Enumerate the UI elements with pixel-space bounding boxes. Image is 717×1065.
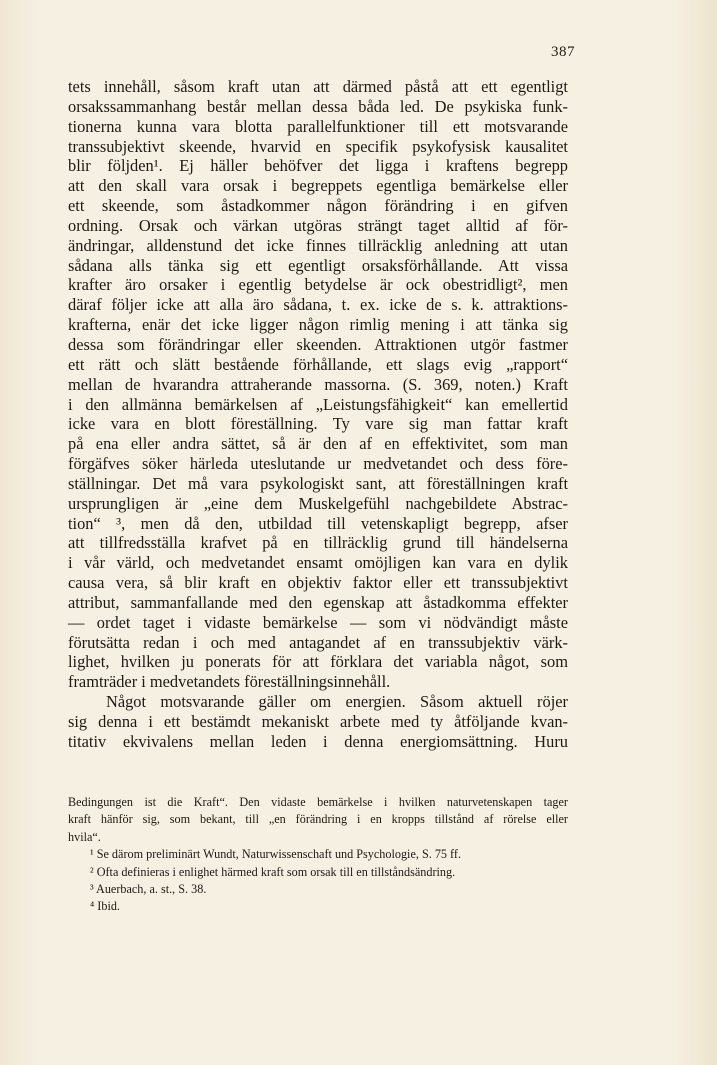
text-line: titativ ekvivalens mellan leden i denna energiomsättning. Huru (68, 731, 568, 751)
text-line: dessa som förändringar eller skeenden. Attraktionen utgör fastmer (68, 334, 568, 354)
text-line: förutsätta redan i och med antagandet af en transsubjektiv värk- (68, 632, 568, 652)
text-line: — ordet taget i vidaste bemärkelse — som vi nödvändigt måste (68, 612, 568, 632)
text-line: Något motsvarande gäller om energien. Såsom aktuell röjer (106, 692, 568, 712)
text-line: mellan de hvarandra attraherande massorna. (S. 369, noten.) Kraft (68, 374, 568, 394)
footnote-3: ³ Auerbach, a. st., S. 38. (90, 882, 207, 897)
text-line: tionerna kunna vara blotta parallelfunktioner till ett motsvarande (68, 116, 568, 136)
text-line: ställningar. Det må vara psykologiskt sant, att föreställningen kraft (68, 473, 568, 493)
footnote-continuation-line: kraft hänför sig, som bekant, till „en förändring i en kropps tillstånd af rörelse eller (68, 812, 568, 827)
footnote-2: ² Ofta definieras i enlighet härmed kraft som orsak till en tillståndsändring. (90, 864, 456, 879)
text-line: transsubjektivt skeende, hvarvid en specifik psykofysisk kausalitet (68, 136, 568, 156)
text-line: att tillfredsställa krafvet på en tillräcklig grund till händelserna (68, 533, 568, 553)
footnote-4: ⁴ Ibid. (90, 899, 120, 914)
text-line: ett skeende, som åstadkommer någon förändring i en gifven (68, 196, 568, 216)
main-text (68, 77, 568, 752)
text-line: blir följden¹. Ej häller behöfver det ligga i kraftens begrepp (68, 156, 568, 176)
text-line: i den allmänna bemärkelsen af „Leistungsfähigkeit“ kan emellertid (68, 394, 568, 414)
page-number: 387 (551, 44, 575, 60)
text-line: causa vera, så blir kraft en objektiv faktor eller ett transsubjektivt (68, 573, 568, 593)
text-line: krafterna, enär det icke ligger någon rimlig mening i att tänka sig (68, 315, 568, 335)
footnotes (68, 794, 568, 916)
text-line: tets innehåll, såsom kraft utan att därmed påstå att ett egentligt (68, 77, 568, 96)
footnote-continuation-line: Bedingungen ist die Kraft“. Den vidaste bemärkelse i hvilken naturvetenskapen tager (68, 795, 568, 809)
text-line: att den skall vara orsak i begreppets egentliga bemärkelse eller (68, 176, 568, 196)
text-line: icke vara en blott föreställning. Ty vare sig man fattar kraft (68, 414, 568, 434)
text-line: attribut, sammanfallande med den egenskap att åstadkomma effekter (68, 592, 568, 612)
footnote-1: ¹ Se därom preliminärt Wundt, Naturwissenschaft und Psychologie, S. 75 ff. (90, 847, 461, 862)
footnote-continuation-line: hvila“. (68, 829, 101, 844)
text-line: däraf följer icke att alla äro sådana, t. ex. icke de s. k. attraktions- (68, 295, 568, 315)
text-line: lighet, hvilken ju ponerats för att förklara det variabla något, som (68, 652, 568, 672)
text-line: sådana alls tänka sig ett egentligt orsaksförhållande. Att vissa (68, 255, 568, 275)
text-line: krafter äro orsaker i egentlig betydelse är ock obestridligt², men (68, 275, 568, 295)
text-line: ordning. Orsak och värkan utgöras strängt taget alltid af för- (68, 215, 568, 235)
text-line: ursprungligen är „eine dem Muskelgefühl nachgebildete Abstrac- (68, 493, 568, 513)
text-line: tion“ ³, men då den, utbildad till vetenskapligt begrepp, afser (68, 513, 568, 533)
text-line: orsakssammanhang består mellan dessa båda led. De psykiska funk- (68, 96, 568, 116)
text-line: ändringar, alldenstund det icke finnes tillräcklig anledning att utan (68, 235, 568, 255)
text-line: på ena eller andra sättet, så är den af en effektivitet, som man (68, 434, 568, 454)
text-line: sig denna i ett bestämdt mekaniskt arbete med ty åtföljande kvan- (68, 712, 568, 731)
text-line: förgäfves söker härleda uteslutande ur medvetandet och dess före- (68, 454, 568, 474)
text-line: framträder i medvetandets föreställningsinnehåll. (68, 672, 391, 692)
text-line: ett rätt och slätt bestående förhållande, ett slags evig „rapport“ (68, 354, 568, 374)
text-line: i vår värld, och medvetandet ensamt omöjligen kan vara en dylik (68, 553, 568, 573)
